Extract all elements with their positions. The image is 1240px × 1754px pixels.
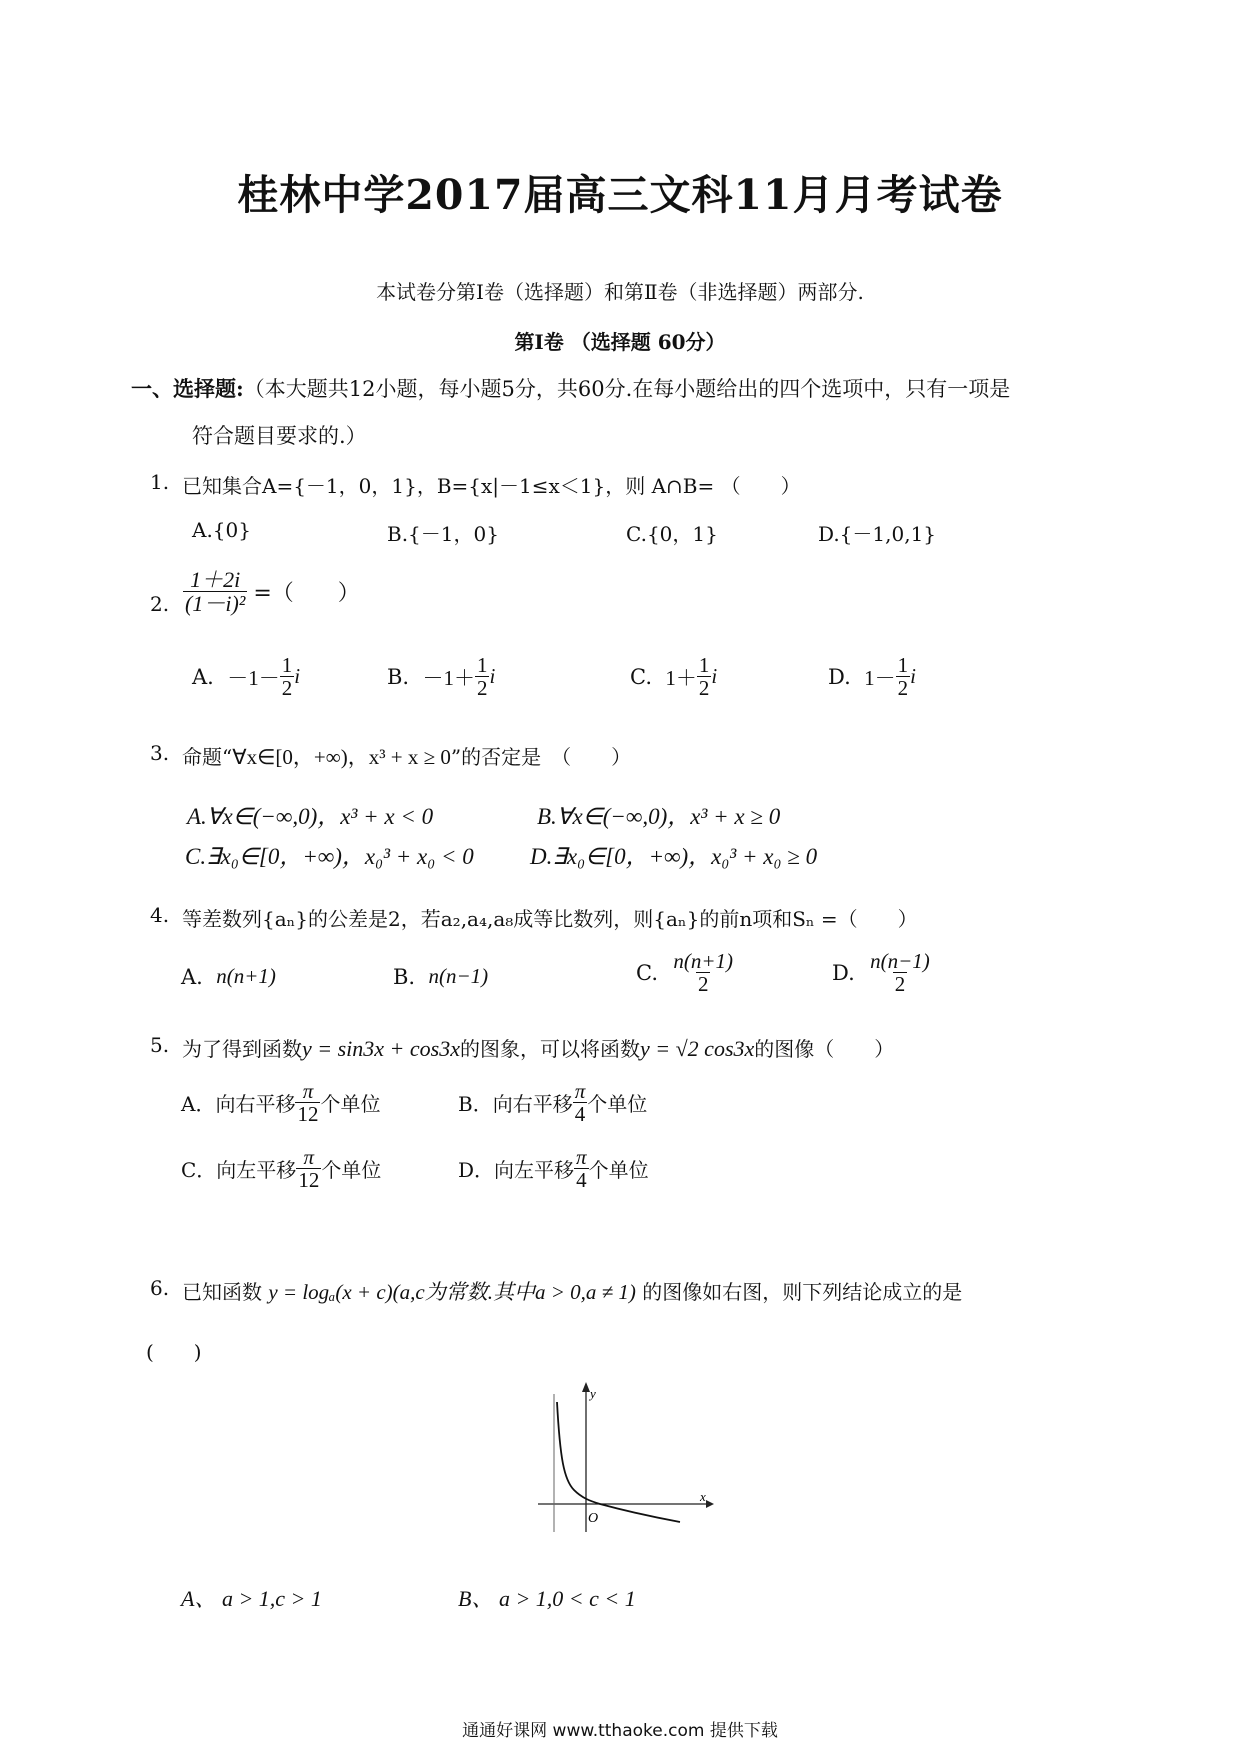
q4-d-num: n(n−1) <box>870 949 930 973</box>
q5-option-b <box>458 1080 647 1125</box>
q2-b-label: B. <box>387 664 410 689</box>
q2-d-expr: 1－ <box>864 665 896 690</box>
page-title: 桂林中学2017届高三文科11月月考试卷 <box>237 171 1003 219</box>
q1-option-c: C.{0，1} <box>626 522 718 546</box>
q4-option-a <box>181 964 276 989</box>
q2-denominator: (1－i)² <box>185 591 246 617</box>
q5-d-label: D．向左平移 <box>458 1158 575 1183</box>
section-desc-line2: 符合题目要求的.） <box>192 424 367 448</box>
q6-option-a: A、 a > 1,c > 1 <box>181 1586 322 1611</box>
q5-stem-pre: 为了得到函数 <box>182 1037 302 1061</box>
q2-a-expr: －1－ <box>227 665 280 690</box>
q5-option-d <box>458 1146 649 1191</box>
q4-number: 4. <box>150 903 170 927</box>
q6-stem-post: 的图像如右图，则下列结论成立的是 <box>642 1280 963 1304</box>
q2-option-d <box>828 654 916 699</box>
q5-d-den: 4 <box>576 1168 587 1193</box>
q4-c-num: n(n+1) <box>673 949 734 973</box>
q5-option-a <box>181 1080 380 1125</box>
q1-stem: 已知集合A={－1，0，1}，B={x|－1≤x＜1}，则 A∩B= （ ） <box>182 474 801 498</box>
intro-text: 本试卷分第Ⅰ卷（选择题）和第Ⅱ卷（非选择题）两部分. <box>376 280 864 304</box>
q3-option-b: B.∀x∈(−∞,0)，x³ + x ≥ 0 <box>537 804 781 829</box>
graph-x-arrow <box>706 1500 714 1508</box>
page-footer: 通通好课网 www.tthaoke.com 提供下载 <box>462 1721 778 1741</box>
section-desc-line1: （本大题共12小题，每小题5分，共60分.在每小题给出的四个选项中，只有一项是 <box>243 377 1011 401</box>
q2-b-num: 1 <box>476 653 488 677</box>
q5-option-c <box>181 1146 381 1191</box>
q2-d-den: 2 <box>897 676 909 701</box>
graph-origin-label: O <box>588 1511 599 1526</box>
q2-option-c <box>630 654 717 699</box>
q3-number: 3. <box>150 741 170 765</box>
q5-c-den: 12 <box>298 1168 320 1193</box>
q2-d-i: i <box>910 664 916 689</box>
q5-b-den: 4 <box>574 1102 586 1127</box>
part-title: 第Ⅰ卷 （选择题 60分） <box>514 330 726 354</box>
q5-a-unit: 个单位 <box>320 1092 381 1117</box>
q1-number: 1. <box>150 470 170 494</box>
q6-stem-pre: 已知函数 <box>182 1280 262 1304</box>
q4-b-expr: n(n−1) <box>428 964 489 988</box>
q5-stem-post: 的图像（ ） <box>754 1037 895 1061</box>
q5-b-num: π <box>574 1079 586 1103</box>
q3-stem-pre: 命题“ <box>182 745 233 769</box>
q4-c-den: 2 <box>697 972 709 997</box>
q2-tail: =（ ） <box>253 581 360 607</box>
q2-c-num: 1 <box>698 653 710 677</box>
q5-d-num: π <box>576 1145 587 1169</box>
q6-stem <box>182 1276 962 1306</box>
q1-option-b: B.{－1，0} <box>387 522 499 546</box>
q4-stem: 等差数列{aₙ}的公差是2，若a₂,a₄,a₈成等比数列，则{aₙ}的前n项和Sₙ =（ ） <box>182 907 918 931</box>
q6-number: 6. <box>150 1276 170 1300</box>
q2-a-num: 1 <box>281 653 293 677</box>
q4-option-b <box>393 964 488 989</box>
q5-a-den: 12 <box>297 1102 319 1127</box>
q5-c-num: π <box>303 1145 315 1169</box>
q4-b-label: B. <box>393 964 416 989</box>
graph-y-arrow <box>582 1382 590 1392</box>
q6-stem-expr: y = logₐ(x + c)(a,c为常数.其中a > 0,a ≠ 1) <box>268 1280 636 1304</box>
q2-option-a <box>192 654 300 699</box>
q3-stem <box>182 741 631 771</box>
q4-option-c <box>636 950 735 995</box>
q6-option-b: B、 a > 1,0 < c < 1 <box>458 1586 636 1611</box>
q3-stem-post: ”的否定是 （ ） <box>450 745 632 769</box>
q6-function-graph <box>528 1380 718 1540</box>
q2-stem <box>183 568 360 615</box>
q2-b-den: 2 <box>476 676 488 701</box>
q2-numerator: 1＋2i <box>190 567 241 592</box>
q6-answer-paren: ( ) <box>146 1340 202 1364</box>
q5-stem <box>182 1033 894 1062</box>
q3-stem-expr: ∀x∈[0，+∞)，x³ + x ≥ 0 <box>232 745 451 769</box>
q3-option-c: C.∃x₀∈[0，+∞)，x₀³ + x₀ < 0 <box>185 844 474 869</box>
q2-c-label: C. <box>630 664 652 689</box>
q2-number: 2. <box>150 592 170 616</box>
q2-c-expr: 1＋ <box>665 665 697 690</box>
q5-stem-f1: y = sin3x + cos3x <box>302 1036 460 1061</box>
q4-option-d <box>832 950 932 995</box>
q2-c-den: 2 <box>698 676 710 701</box>
q2-c-i: i <box>711 664 718 689</box>
q2-a-label: A. <box>192 664 214 689</box>
q2-d-num: 1 <box>897 653 909 677</box>
q5-c-label: C．向左平移 <box>181 1158 297 1183</box>
q5-d-unit: 个单位 <box>588 1158 649 1183</box>
q3-option-d: D.∃x₀∈[0，+∞)，x₀³ + x₀ ≥ 0 <box>530 844 818 869</box>
q5-b-unit: 个单位 <box>587 1092 648 1117</box>
q4-d-label: D. <box>832 960 855 985</box>
q2-a-i: i <box>294 664 301 689</box>
section-label: 一、选择题: <box>131 376 244 401</box>
q2-fraction <box>183 568 247 615</box>
q4-a-label: A. <box>181 964 203 989</box>
q1-option-d: D.{－1,0,1} <box>818 522 937 546</box>
q2-option-b <box>387 654 495 699</box>
q5-c-unit: 个单位 <box>321 1158 382 1183</box>
q2-a-den: 2 <box>281 676 293 701</box>
q4-a-expr: n(n+1) <box>216 964 276 988</box>
q5-number: 5. <box>150 1033 170 1057</box>
q5-b-label: B．向右平移 <box>458 1092 573 1117</box>
q1-option-a: A.{0} <box>192 518 251 542</box>
section-heading <box>131 373 1010 403</box>
q4-c-label: C. <box>636 960 658 985</box>
q5-stem-f2: y = √2 cos3x <box>640 1036 755 1061</box>
q2-b-i: i <box>489 664 496 689</box>
q5-stem-mid: 的图象，可以将函数 <box>460 1037 640 1061</box>
q5-a-label: A．向右平移 <box>181 1092 296 1117</box>
q2-d-label: D. <box>828 664 851 689</box>
q2-b-expr: －1＋ <box>422 665 475 690</box>
q3-option-a: A.∀x∈(−∞,0)，x³ + x < 0 <box>187 804 434 829</box>
q5-a-num: π <box>302 1079 314 1103</box>
q4-d-den: 2 <box>894 972 906 997</box>
graph-y-label: y <box>590 1386 596 1401</box>
graph-x-label: x <box>700 1489 706 1504</box>
